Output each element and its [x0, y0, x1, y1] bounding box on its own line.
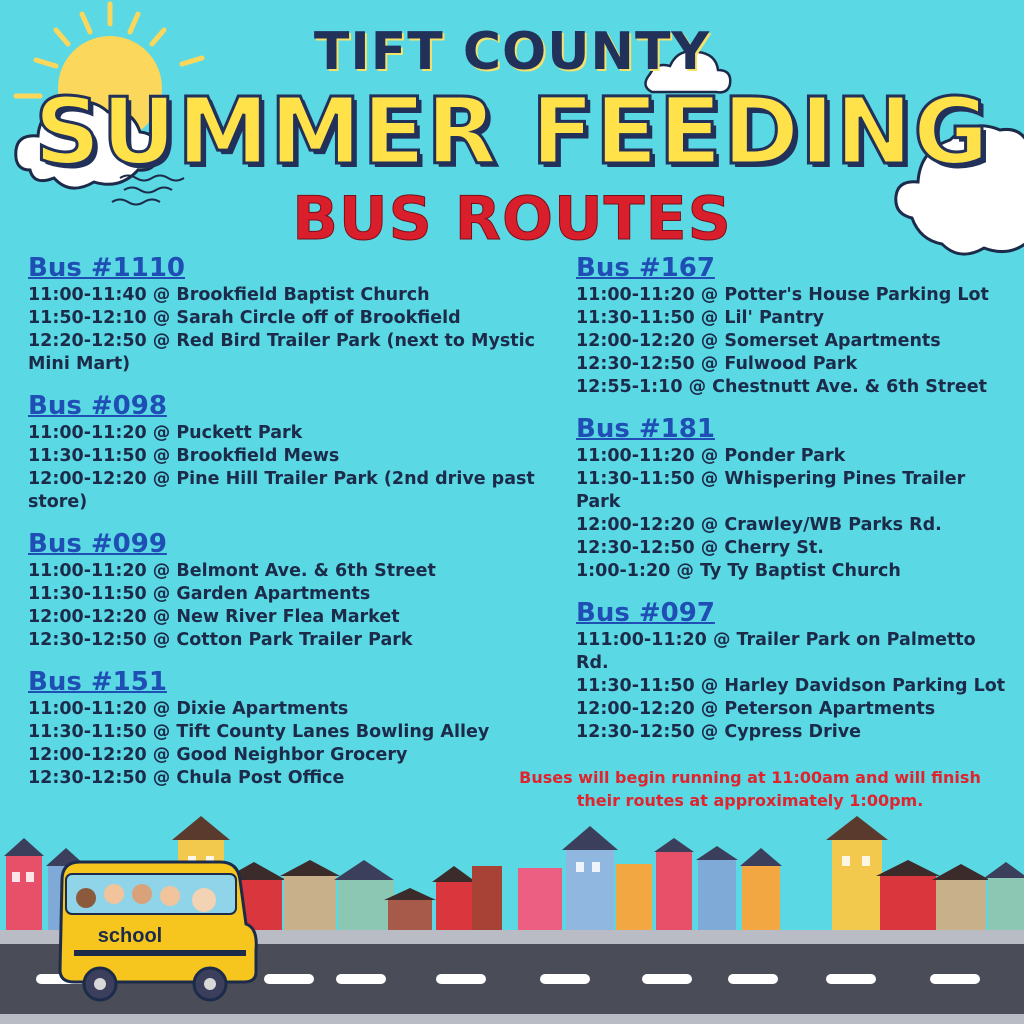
bus-heading: Bus #098 — [28, 391, 167, 421]
route-181 — [576, 413, 1006, 583]
title-subtitle: BUS ROUTES — [292, 184, 732, 254]
route-stop: 11:00-11:20 @ Potter's House Parking Lot — [576, 285, 989, 305]
bus-heading: Bus #1110 — [28, 253, 186, 283]
route-stop: 11:00-11:20 @ Dixie Apartments — [28, 699, 349, 719]
route-stop: 11:30-11:50 @ Tift County Lanes Bowling Alley — [28, 722, 490, 742]
title-county: TIFT COUNTY — [313, 22, 711, 82]
house-icon — [432, 866, 476, 930]
house-icon — [4, 838, 44, 930]
house-icon — [740, 848, 782, 930]
route-stop: 12:00-12:20 @ Crawley/WB Parks Rd. — [576, 515, 942, 535]
routes-left-column — [28, 252, 548, 804]
route-1110 — [28, 252, 548, 376]
route-stop: 11:30-11:50 @ Brookfield Mews — [28, 446, 340, 466]
route-stop: 12:30-12:50 @ Cherry St. — [576, 538, 824, 558]
house-icon — [280, 860, 340, 930]
house-icon — [616, 864, 652, 930]
route-stop: 11:00-11:20 @ Ponder Park — [576, 446, 846, 466]
route-stop: 11:30-11:50 @ Garden Apartments — [28, 584, 371, 604]
house-icon — [984, 862, 1024, 930]
house-icon — [876, 860, 940, 930]
bus-label: school — [97, 925, 163, 947]
route-097 — [576, 597, 1006, 744]
route-stop: 12:30-12:50 @ Chula Post Office — [28, 768, 345, 788]
route-stop: 12:00-12:20 @ Peterson Apartments — [576, 699, 936, 719]
route-167 — [576, 252, 1006, 399]
school-bus-icon — [60, 862, 256, 1000]
route-stop: 11:50-12:10 @ Sarah Circle off of Brookfield — [28, 308, 461, 328]
route-stop: 11:00-11:40 @ Brookfield Baptist Church — [28, 285, 430, 305]
house-icon — [654, 838, 694, 930]
route-098 — [28, 390, 548, 514]
route-stop: 1:00-1:20 @ Ty Ty Baptist Church — [576, 561, 901, 581]
bus-heading: Bus #151 — [28, 667, 167, 697]
route-stop: 11:00-11:20 @ Belmont Ave. & 6th Street — [28, 561, 436, 581]
route-stop: 12:30-12:50 @ Cotton Park Trailer Park — [28, 630, 413, 650]
route-stop: 11:30-11:50 @ Harley Davidson Parking Lot — [576, 676, 1006, 696]
route-stop: 12:00-12:20 @ New River Flea Market — [28, 607, 400, 627]
route-stop: 12:30-12:50 @ Cypress Drive — [576, 722, 861, 742]
route-stop: 12:00-12:20 @ Pine Hill Trailer Park (2nd drive past store) — [28, 469, 535, 512]
route-stop: 12:55-1:10 @ Chestnutt Ave. & 6th Street — [576, 377, 987, 397]
route-stop: 12:00-12:20 @ Somerset Apartments — [576, 331, 941, 351]
route-stop: 12:30-12:50 @ Fulwood Park — [576, 354, 858, 374]
house-icon — [518, 868, 562, 930]
bus-heading: Bus #099 — [28, 529, 167, 559]
route-stop: 11:30-11:50 @ Whispering Pines Trailer Park — [576, 469, 966, 512]
schedule-note: Buses will begin running at 11:00am and will finish their routes at approximately 1:00pm. — [519, 768, 981, 810]
route-stop: 111:00-11:20 @ Trailer Park on Palmetto Rd. — [576, 630, 976, 673]
title-main: SUMMER FEEDING — [34, 78, 990, 185]
routes-right-column — [576, 252, 1006, 758]
house-icon — [334, 860, 394, 930]
house-icon — [562, 826, 618, 930]
house-icon — [932, 864, 990, 930]
house-icon — [472, 866, 502, 930]
route-stop: 11:00-11:20 @ Puckett Park — [28, 423, 303, 443]
bus-heading: Bus #181 — [576, 414, 715, 444]
bus-heading: Bus #097 — [576, 598, 715, 628]
route-stop: 11:30-11:50 @ Lil' Pantry — [576, 308, 824, 328]
route-stop: 12:00-12:20 @ Good Neighbor Grocery — [28, 745, 408, 765]
house-icon — [826, 816, 888, 930]
bus-heading: Bus #167 — [576, 253, 715, 283]
route-099 — [28, 528, 548, 652]
route-151 — [28, 666, 548, 790]
route-stop: 12:20-12:50 @ Red Bird Trailer Park (next to Mystic Mini Mart) — [28, 331, 536, 374]
house-icon — [696, 846, 738, 930]
